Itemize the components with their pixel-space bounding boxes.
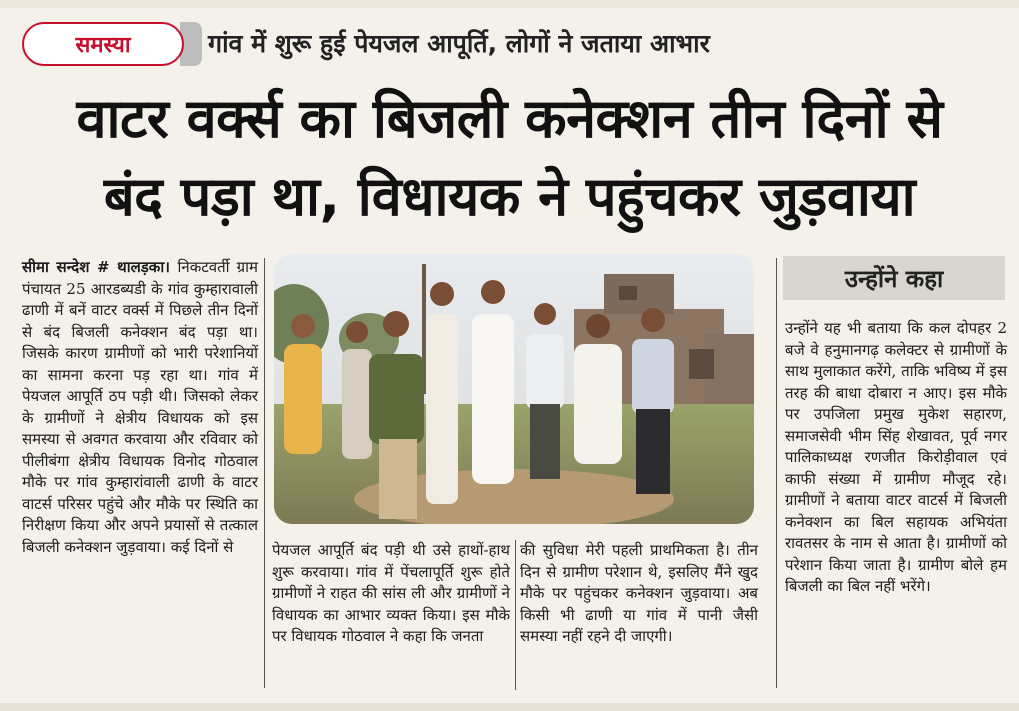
article-column-3 <box>520 540 758 648</box>
sidebar-body: उन्होंने यह भी बताया कि कल दोपहर 2 बजे वे हनुमानगढ़ कलेक्टर से ग्रामीणों के साथ मुलाकात करेंगे, ताकि भविष्य में इस तरह की बाधा दोबारा न आए। इस मौके पर उपजिला प्रमुख मुकेश सहारण, समाजसेवी भीम सिंह शेखावत, पूर्व नगर पालिकाध्यक्ष रणजीत किरोड़ीवाल एवं काफी संख्या में ग्रामीण मौजूद रहे। ग्रामीणों ने बताया वाटर वाटर्स में बिजली कनेक्शन का बिल सहायक अभियंता रावतसर के नाम से आता है। ग्रामीणों को परेशान किया जाता है। ग्रामीण बोले हम बिजली का बिल नहीं भरेंगे। <box>785 319 1007 595</box>
category-tag <box>22 22 184 66</box>
article-column-1 <box>22 257 258 558</box>
column-divider-1 <box>264 258 265 688</box>
headline-line-2: बंद पड़ा था, विधायक ने पहुंचकर जुड़वाया <box>103 165 916 228</box>
news-photo <box>274 254 754 524</box>
column-2-body: पेयजल आपूर्ति बंद पड़ी थी उसे हाथों-हाथ शुरू करवाया। गांव में पेंचलापूर्ति शुरू होते ग्रामीणों ने राहत की सांस ली और ग्रामीणों ने विधायक का आभार व्यक्त किया। इस मौके पर विधायक गोठवाल ने कहा कि जनता <box>272 541 510 645</box>
category-tag-label: समस्या <box>75 33 131 58</box>
news-photo-illustration <box>274 254 754 524</box>
headline <box>0 80 1019 236</box>
subheadline: गांव में शुरू हुई पेयजल आपूर्ति, लोगों ने जताया आभार <box>208 29 710 58</box>
bottom-edge-strip <box>0 703 1019 711</box>
sidebar-column <box>785 318 1007 598</box>
headline-line-1: वाटर वर्क्स का बिजली कनेक्शन तीन दिनों से <box>76 87 943 150</box>
column-divider-2 <box>515 540 516 690</box>
top-edge-strip <box>0 0 1019 8</box>
column-3-body: की सुविधा मेरी पहली प्राथमिकता है। तीन दिन से ग्रामीण परेशान थे, इसलिए मैंने खुद मौके पर पहुंचकर कनेक्शन जुड़वाया। अब किसी भी ढाणी या गांव में पानी जैसी समस्या नहीं रहने दी जाएगी। <box>520 541 758 645</box>
column-divider-3 <box>776 258 777 688</box>
article-column-2 <box>272 540 510 648</box>
sidebar-heading: उन्होंने कहा <box>783 256 1005 300</box>
dateline: सीमा सन्देश # थालड़का। <box>22 258 178 276</box>
column-1-body: निकटवर्ती ग्राम पंचायत 25 आरडब्यडी के गांव कुम्हारावाली ढाणी में बनें वाटर वर्क्स में पिछले तीन दिनों से बंद बिजली कनेक्शन बंद पड़ा था। जिसके कारण ग्रामीणों को भारी परेशानियों का सामना करना पड़ रहा था। गांव में पेयजल आपूर्ति ठप पड़ी थी। जिसको लेकर के ग्रामीणों ने क्षेत्रीय विधायक को इस समस्या से अवगत करवाया और रविवार को पीलीबंगा क्षेत्रीय विधायक विनोद गोठवाल मौके पर गांव कुम्हारांवाली ढाणी के वाटर वाटर्स परिसर पहुंचे और मौके पर स्थिति का निरीक्षण किया और अपने प्रयासों से तत्काल बिजली कनेक्शन जुड़वाया। कई दिनों से <box>22 258 258 556</box>
